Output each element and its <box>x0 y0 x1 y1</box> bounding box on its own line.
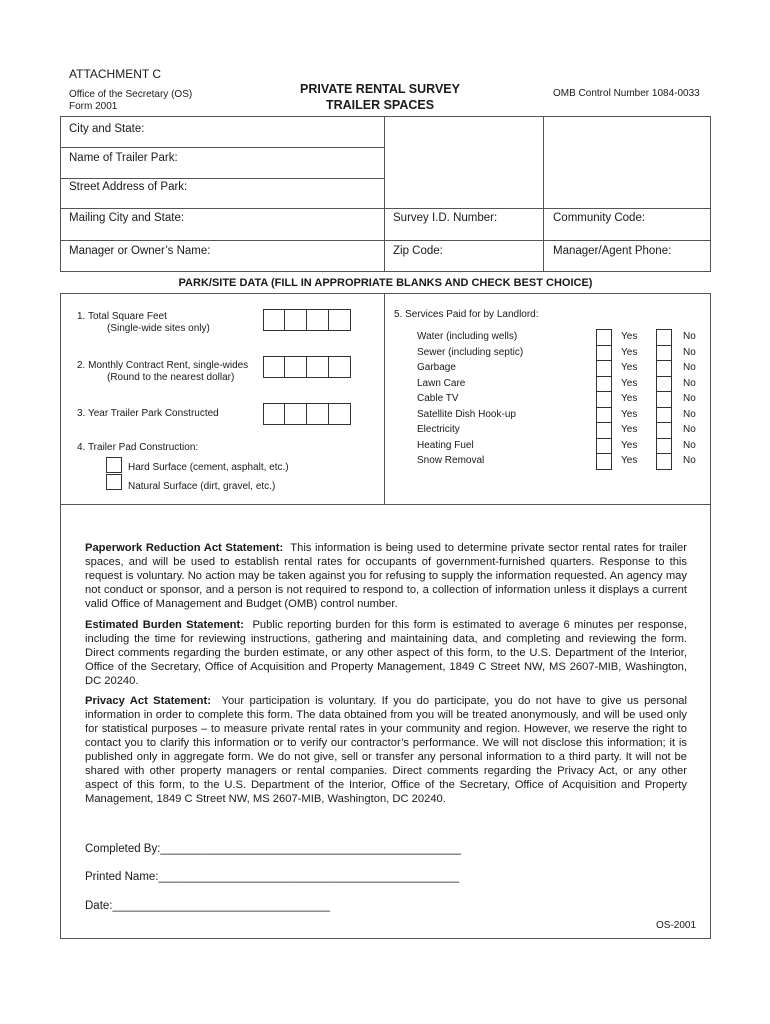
service-yes-checkbox[interactable] <box>596 391 612 408</box>
service-no-checkbox[interactable] <box>656 453 672 470</box>
q4-label: 4. Trailer Pad Construction: <box>77 442 199 453</box>
no-label: No <box>683 347 696 358</box>
yes-label: Yes <box>621 455 638 466</box>
privacy-act-statement <box>85 694 687 806</box>
yes-label: Yes <box>621 347 638 358</box>
zip-code-field[interactable]: Zip Code: <box>393 245 443 257</box>
ebs-text: Public reporting burden for this form is estimated to average 6 minutes per response, including the time for reviewing instructions, gathering and maintaining data, and completing and reviewing the form. Direct comments regarding the burden estimate, or any other aspect of this form, to the U.S. Department of the Interior, Office of the Secretary, Office of Acquisition and Property Management, 1849 C Street NW, MS 2607-MIB, Washington, DC 20240. <box>85 619 687 687</box>
mailing-city-field[interactable]: Mailing City and State: <box>69 212 185 224</box>
hard-surface-label: Hard Surface (cement, asphalt, etc.) <box>128 462 289 473</box>
printed-name-field[interactable]: Printed Name:_______________________________________________ <box>85 871 460 883</box>
service-yes-checkbox[interactable] <box>596 329 612 346</box>
yes-label: Yes <box>621 440 638 451</box>
service-yes-checkbox[interactable] <box>596 422 612 439</box>
service-no-checkbox[interactable] <box>656 329 672 346</box>
office-label: Office of the Secretary (OS) <box>69 89 193 100</box>
no-label: No <box>683 409 696 420</box>
q2-label: 2. Monthly Contract Rent, single-wides <box>77 360 249 371</box>
omb-control-number: OMB Control Number 1084-0033 <box>553 88 700 99</box>
service-no-checkbox[interactable] <box>656 422 672 439</box>
q1-label: 1. Total Square Feet <box>77 311 167 322</box>
yes-label: Yes <box>621 378 638 389</box>
q5-label: 5. Services Paid for by Landlord: <box>394 309 539 320</box>
form-code: OS-2001 <box>656 920 697 931</box>
service-label: Water (including wells) <box>417 331 518 342</box>
service-yes-checkbox[interactable] <box>596 453 612 470</box>
q2-note: (Round to the nearest dollar) <box>107 372 235 383</box>
form-title-line2: TRAILER SPACES <box>325 98 435 112</box>
city-state-field[interactable]: City and State: <box>69 123 145 135</box>
yes-label: Yes <box>621 393 638 404</box>
yes-label: Yes <box>621 362 638 373</box>
no-label: No <box>683 378 696 389</box>
service-no-checkbox[interactable] <box>656 391 672 408</box>
ebs-title: Estimated Burden Statement: <box>85 619 244 631</box>
form-title-line1: PRIVATE RENTAL SURVEY <box>300 82 460 96</box>
natural-surface-label: Natural Surface (dirt, gravel, etc.) <box>128 481 276 492</box>
service-label: Snow Removal <box>417 455 485 466</box>
q3-digit-boxes[interactable] <box>263 403 351 425</box>
q1-digit-boxes[interactable] <box>263 309 351 331</box>
section-title: PARK/SITE DATA (FILL IN APPROPRIATE BLANKS AND CHECK BEST CHOICE) <box>178 277 593 289</box>
manager-name-field[interactable]: Manager or Owner’s Name: <box>69 245 211 257</box>
service-label: Electricity <box>417 424 460 435</box>
service-yes-checkbox[interactable] <box>596 360 612 377</box>
q2-digit-boxes[interactable] <box>263 356 351 378</box>
completed-by-field[interactable]: Completed By:_______________________________________________ <box>85 843 462 855</box>
service-label: Cable TV <box>417 393 459 404</box>
trailer-park-name-field[interactable]: Name of Trailer Park: <box>69 152 178 164</box>
survey-id-field[interactable]: Survey I.D. Number: <box>393 212 498 224</box>
no-label: No <box>683 331 696 342</box>
service-label: Lawn Care <box>417 378 466 389</box>
agent-phone-field[interactable]: Manager/Agent Phone: <box>553 245 672 257</box>
yes-label: Yes <box>621 331 638 342</box>
service-label: Satellite Dish Hook-up <box>417 409 516 420</box>
date-field[interactable]: Date:__________________________________ <box>85 900 330 912</box>
estimated-burden-statement <box>85 618 687 688</box>
paperwork-reduction-statement <box>85 541 687 611</box>
q1-note: (Single-wide sites only) <box>107 323 210 334</box>
service-label: Heating Fuel <box>417 440 474 451</box>
yes-label: Yes <box>621 424 638 435</box>
no-label: No <box>683 424 696 435</box>
no-label: No <box>683 362 696 373</box>
no-label: No <box>683 455 696 466</box>
service-label: Sewer (including septic) <box>417 347 524 358</box>
community-code-field[interactable]: Community Code: <box>553 212 646 224</box>
service-no-checkbox[interactable] <box>656 360 672 377</box>
form-number: Form 2001 <box>69 101 118 112</box>
no-label: No <box>683 393 696 404</box>
no-label: No <box>683 440 696 451</box>
prs-text: This information is being used to determine private sector rental rates for trailer spaces, and will be used to establish rental rates for occupants of government-furnished quarters. Response to this request is voluntary. No action may be taken against you for refusing to supply the information requested. An agency may not conduct or sponsor, and a person is not required to respond to, a collection of information unless it displays a current valid Office of Management and Budget (OMB) control number. <box>85 542 687 610</box>
service-label: Garbage <box>417 362 456 373</box>
yes-label: Yes <box>621 409 638 420</box>
attachment-label: ATTACHMENT C <box>69 67 161 81</box>
pas-text: Your participation is voluntary. If you do participate, you do not have to give us personal information in order to complete this form. The data obtained from you will be treated anonymously, and will be used only for statistical purposes – to measure private rental rates in your community and region. However, we reserve the right to contact you to clarify this information or to verify our contractor’s performance. We will not disclose this information; it is published only in aggregate form. We do not give, sell or transfer any personal information to a third party. It will not be shared with other property managers or rental companies. Direct comments regarding the Privacy Act, or any other aspect of this form, to the U.S. Department of the Interior, Office of the Secretary, Office of Acquisition and Property Management, 1849 C Street NW, MS 2607-MIB, Washington, DC 20240. <box>85 695 688 805</box>
q3-label: 3. Year Trailer Park Constructed <box>77 408 219 419</box>
hard-surface-checkbox[interactable] <box>106 457 122 473</box>
street-address-field[interactable]: Street Address of Park: <box>69 181 188 193</box>
pas-title: Privacy Act Statement: <box>85 695 211 707</box>
prs-title: Paperwork Reduction Act Statement: <box>85 542 284 554</box>
natural-surface-checkbox[interactable] <box>106 474 122 490</box>
